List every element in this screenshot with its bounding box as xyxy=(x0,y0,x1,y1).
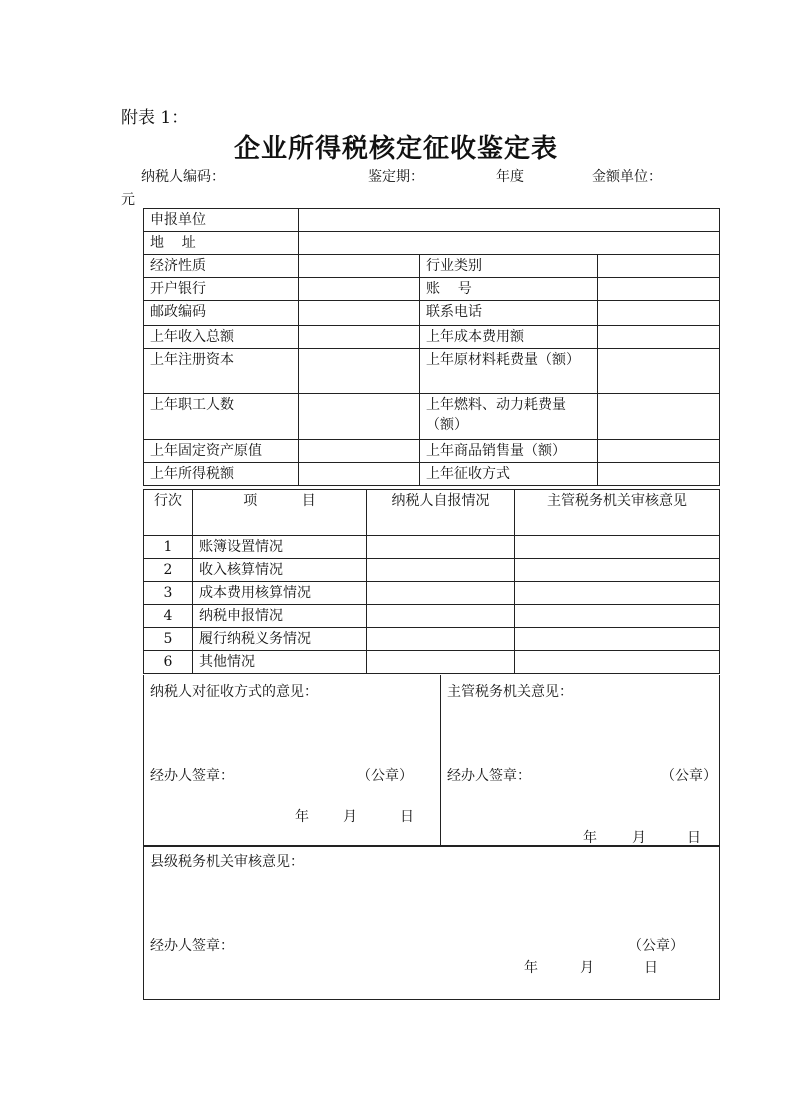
attachment-label: 附表 1： xyxy=(121,108,189,128)
industry-category-field[interactable] xyxy=(598,255,720,278)
income-tax-label: 上年所得税额 xyxy=(144,463,299,486)
account-no-label: 账 号 xyxy=(420,278,598,301)
table-row xyxy=(144,628,720,651)
table-row xyxy=(144,559,720,582)
basic-info-table xyxy=(143,208,720,486)
review-header: 主管税务机关审核意见 xyxy=(515,490,720,536)
table-row xyxy=(144,536,720,559)
fixed-assets-label: 上年固定资产原值 xyxy=(144,440,299,463)
period-label: 鉴定期： xyxy=(368,169,424,185)
fixed-assets-field[interactable] xyxy=(299,440,420,463)
row-number: 6 xyxy=(144,651,193,674)
phone-label: 联系电话 xyxy=(420,301,598,326)
authority-date-month: 月 xyxy=(632,830,646,846)
county-opinion-box[interactable] xyxy=(143,846,720,1000)
taxpayer-date-month: 月 xyxy=(343,809,357,825)
last-year-cost-field[interactable] xyxy=(598,326,720,349)
county-date-day: 日 xyxy=(644,960,658,976)
row-number: 2 xyxy=(144,559,193,582)
reporting-unit-field[interactable] xyxy=(299,209,720,232)
row-item: 成本费用核算情况 xyxy=(193,582,367,605)
last-year-revenue-field[interactable] xyxy=(299,326,420,349)
taxpayer-date-day: 日 xyxy=(400,809,414,825)
authority-opinion-box[interactable] xyxy=(441,675,719,845)
row-item: 其他情况 xyxy=(193,651,367,674)
authority-seal-label: （公章） xyxy=(661,768,717,784)
bank-field[interactable] xyxy=(299,278,420,301)
raw-material-field[interactable] xyxy=(598,349,720,394)
industry-category-label: 行业类别 xyxy=(420,255,598,278)
phone-field[interactable] xyxy=(598,301,720,326)
taxpayer-signer-label: 经办人签章： xyxy=(150,768,234,784)
collection-method-field[interactable] xyxy=(598,463,720,486)
last-year-revenue-label: 上年收入总额 xyxy=(144,326,299,349)
employees-label: 上年职工人数 xyxy=(144,394,299,440)
county-signer-label: 经办人签章： xyxy=(150,938,234,954)
raw-material-label: 上年原材料耗费量（额） xyxy=(420,349,598,394)
income-tax-field[interactable] xyxy=(299,463,420,486)
county-seal-label: （公章） xyxy=(628,938,684,954)
authority-signer-label: 经办人签章： xyxy=(447,768,531,784)
document-title: 企业所得税核定征收鉴定表 xyxy=(233,134,558,164)
table-row xyxy=(144,651,720,674)
address-field[interactable] xyxy=(299,232,720,255)
taxpayer-date-year: 年 xyxy=(295,809,309,825)
row-number: 3 xyxy=(144,582,193,605)
economic-nature-label: 经济性质 xyxy=(144,255,299,278)
row-number: 5 xyxy=(144,628,193,651)
self-report-cell[interactable] xyxy=(367,651,515,674)
last-year-cost-label: 上年成本费用额 xyxy=(420,326,598,349)
review-cell[interactable] xyxy=(515,582,720,605)
fuel-power-label: 上年燃料、动力耗费量（额） xyxy=(420,394,598,440)
review-cell[interactable] xyxy=(515,651,720,674)
row-item: 收入核算情况 xyxy=(193,559,367,582)
row-item: 纳税申报情况 xyxy=(193,605,367,628)
items-table xyxy=(143,489,720,674)
employees-field[interactable] xyxy=(299,394,420,440)
bank-label: 开户银行 xyxy=(144,278,299,301)
authority-opinion-label: 主管税务机关意见： xyxy=(447,684,573,700)
self-report-cell[interactable] xyxy=(367,628,515,651)
taxpayer-opinion-box[interactable] xyxy=(144,675,441,845)
line-no-header: 行次 xyxy=(144,490,193,536)
county-date-month: 月 xyxy=(580,960,594,976)
item-header: 项 目 xyxy=(193,490,367,536)
taxpayer-code-label: 纳税人编码： xyxy=(141,169,225,185)
table-row xyxy=(144,582,720,605)
postal-code-field[interactable] xyxy=(299,301,420,326)
taxpayer-opinion-label: 纳税人对征收方式的意见： xyxy=(150,684,318,700)
county-opinion-label: 县级税务机关审核意见： xyxy=(150,854,304,870)
address-label: 地 址 xyxy=(144,232,299,255)
county-date-year: 年 xyxy=(524,960,538,976)
fuel-power-field[interactable] xyxy=(598,394,720,440)
table-row xyxy=(144,605,720,628)
opinion-section xyxy=(143,675,720,846)
authority-date-year: 年 xyxy=(583,830,597,846)
self-report-cell[interactable] xyxy=(367,536,515,559)
registered-capital-label: 上年注册资本 xyxy=(144,349,299,394)
self-report-cell[interactable] xyxy=(367,582,515,605)
collection-method-label: 上年征收方式 xyxy=(420,463,598,486)
authority-date-day: 日 xyxy=(687,830,701,846)
goods-sales-field[interactable] xyxy=(598,440,720,463)
taxpayer-seal-label: （公章） xyxy=(357,768,413,784)
registered-capital-field[interactable] xyxy=(299,349,420,394)
row-item: 账簿设置情况 xyxy=(193,536,367,559)
row-number: 4 xyxy=(144,605,193,628)
reporting-unit-label: 申报单位 xyxy=(144,209,299,232)
row-item: 履行纳税义务情况 xyxy=(193,628,367,651)
review-cell[interactable] xyxy=(515,559,720,582)
self-report-cell[interactable] xyxy=(367,559,515,582)
review-cell[interactable] xyxy=(515,628,720,651)
account-no-field[interactable] xyxy=(598,278,720,301)
postal-code-label: 邮政编码 xyxy=(144,301,299,326)
review-cell[interactable] xyxy=(515,536,720,559)
self-report-header: 纳税人自报情况 xyxy=(367,490,515,536)
economic-nature-field[interactable] xyxy=(299,255,420,278)
row-number: 1 xyxy=(144,536,193,559)
amount-unit-label: 金额单位： xyxy=(592,169,662,185)
self-report-cell[interactable] xyxy=(367,605,515,628)
review-cell[interactable] xyxy=(515,605,720,628)
goods-sales-label: 上年商品销售量（额） xyxy=(420,440,598,463)
year-label: 年度 xyxy=(496,169,524,185)
amount-unit-value: 元 xyxy=(121,192,135,208)
